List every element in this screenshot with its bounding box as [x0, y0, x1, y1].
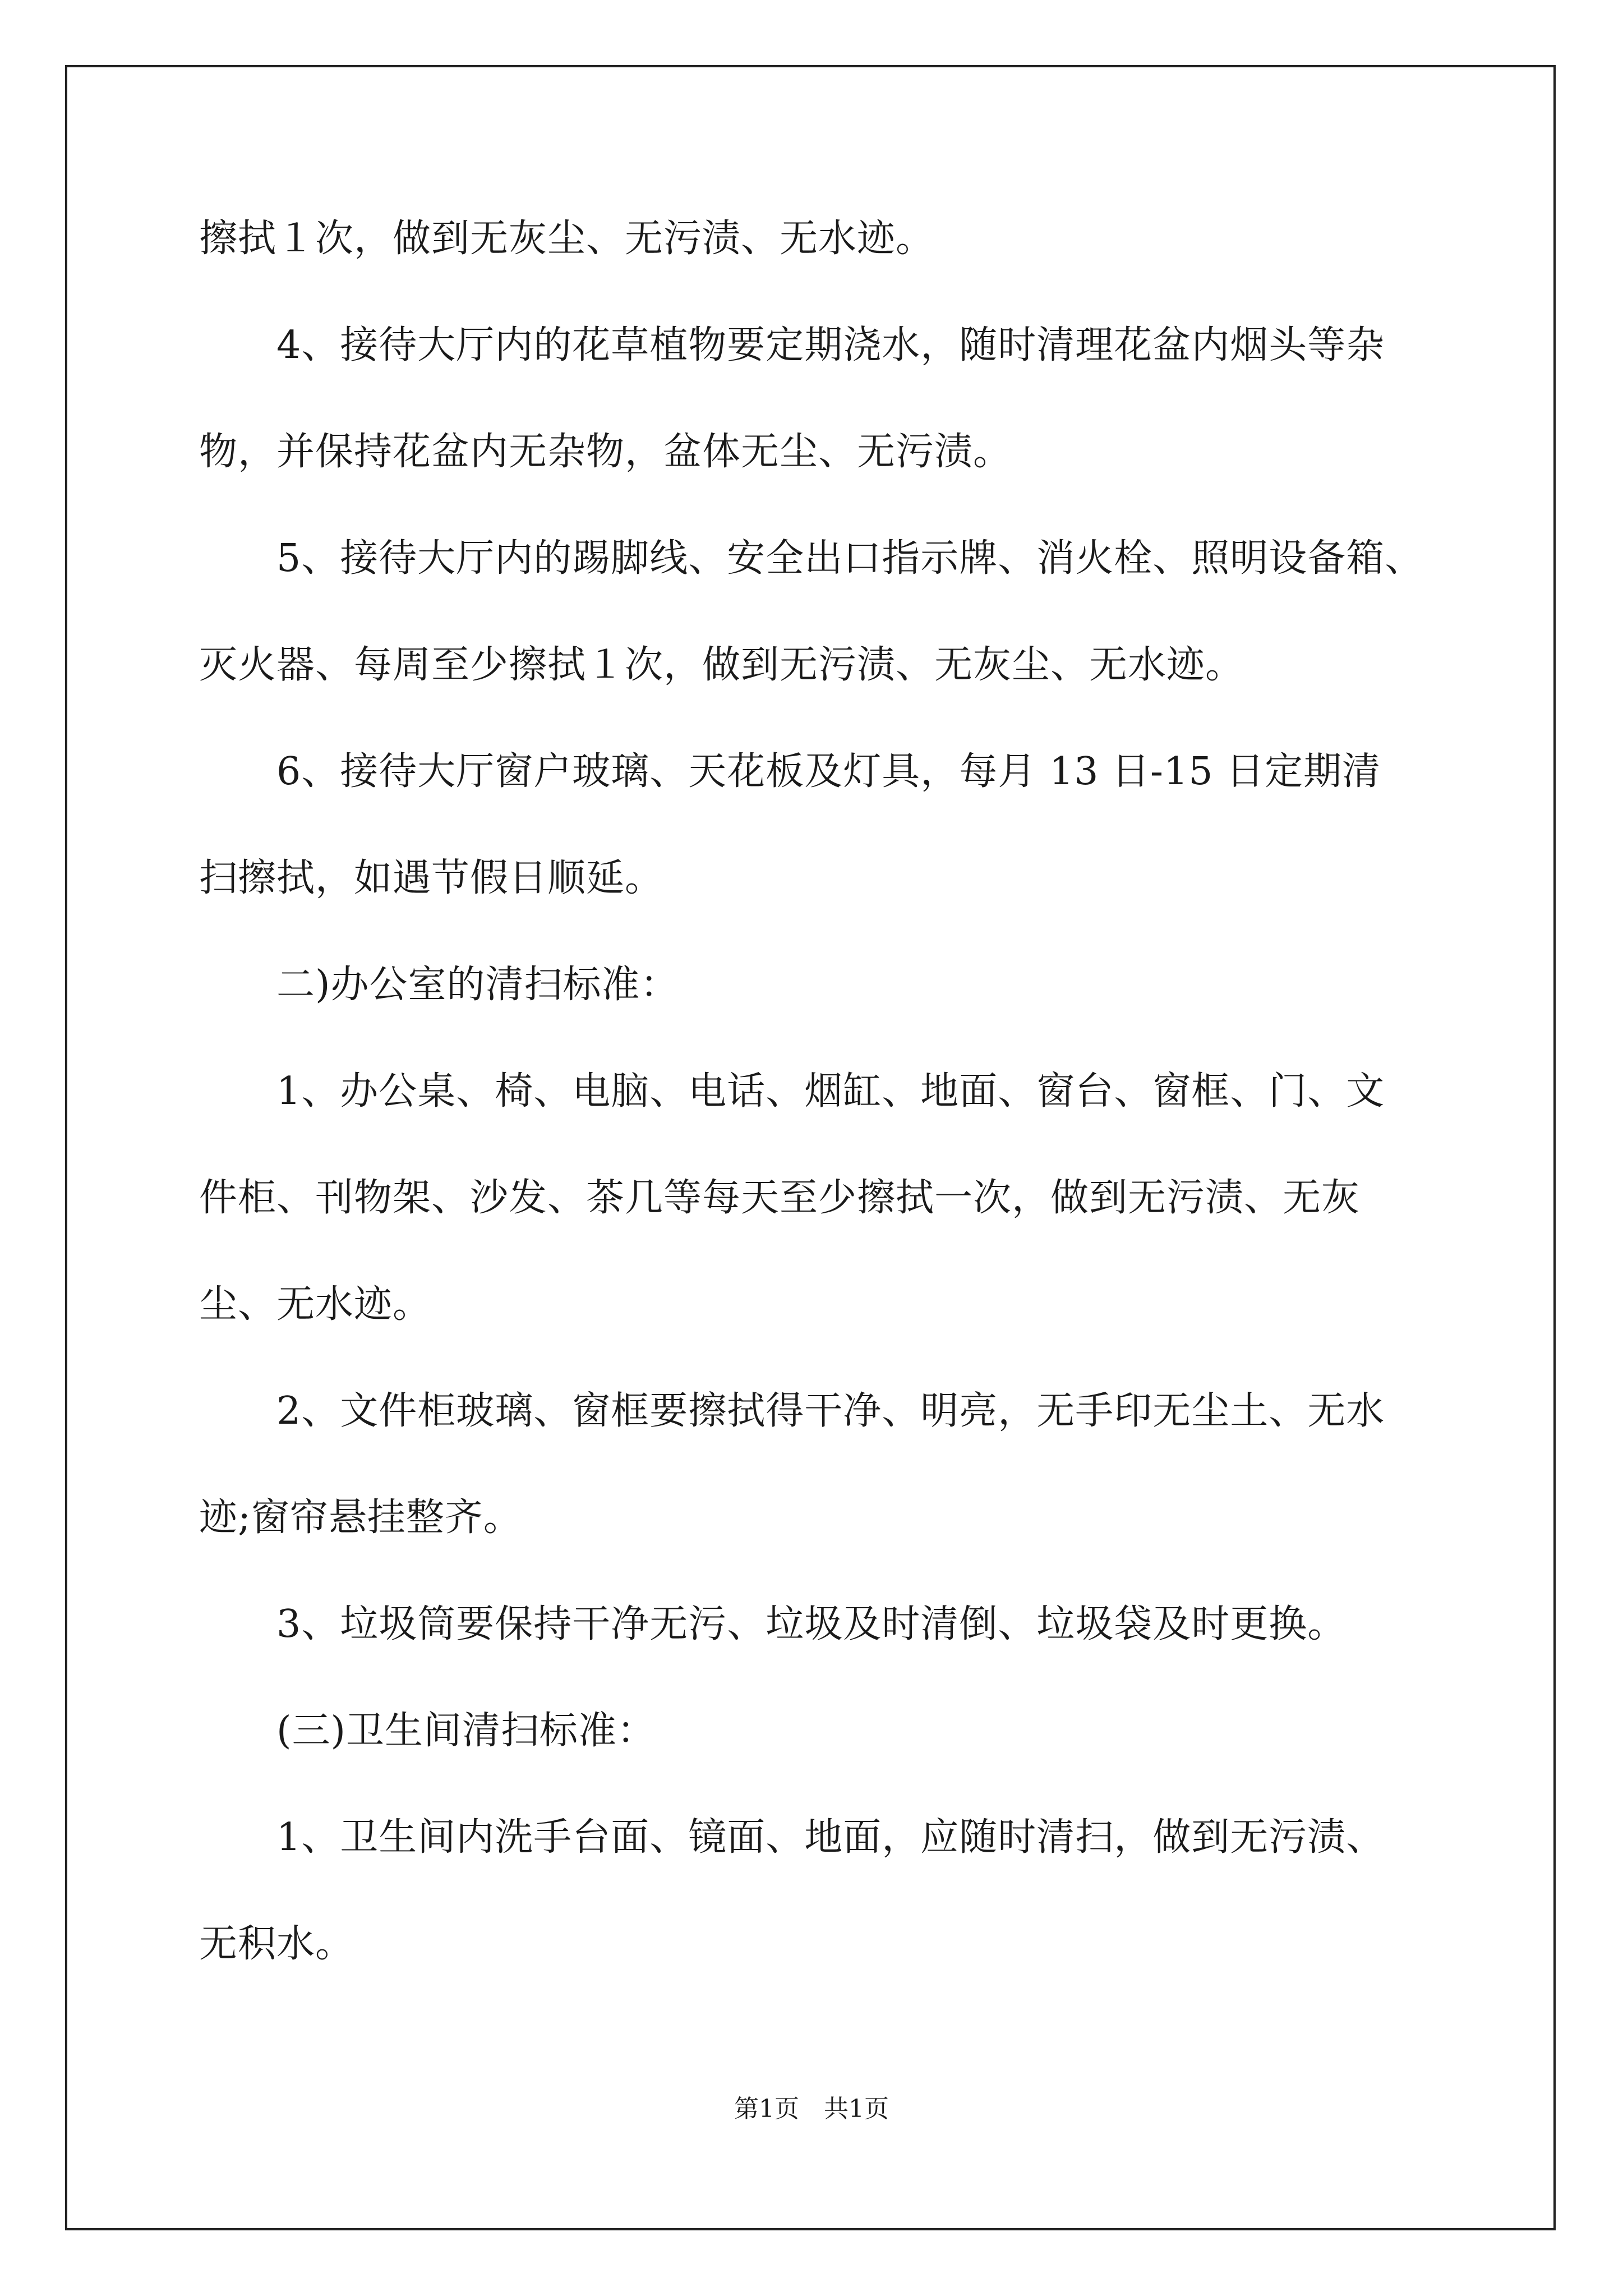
text-line-10: 件柜、刊物架、沙发、茶几等每天至少擦拭一次，做到无污渍、无灰 [199, 1176, 1361, 1220]
text-line-14: 3、垃圾筒要保持干净无污、垃圾及时清倒、垃圾袋及时更换。 [199, 1602, 1347, 1646]
text-line-15: (三)卫生间清扫标准： [199, 1709, 656, 1753]
page-border [65, 65, 1556, 2230]
text-line-9: 1、办公桌、椅、电脑、电话、烟缸、地面、窗台、窗框、门、文 [199, 1069, 1385, 1114]
page-footer: 第1页 共1页 [734, 2095, 889, 2123]
text-line-11: 尘、无水迹。 [199, 1282, 432, 1327]
text-line-8: 二)办公室的清扫标准： [199, 963, 679, 1007]
text-line-1: 擦拭１次，做到无灰尘、无污渍、无水迹。 [199, 217, 935, 261]
text-line-12: 2、文件柜玻璃、窗框要擦拭得干净、明亮，无手印无尘土、无水 [199, 1389, 1385, 1433]
text-line-2: 4、接待大厅内的花草植物要定期浇水，随时清理花盆内烟头等杂 [199, 323, 1385, 367]
text-line-13: 迹;窗帘悬挂整齐。 [199, 1496, 522, 1540]
text-line-16: 1、卫生间内洗手台面、镜面、地面，应随时清扫，做到无污渍、 [199, 1815, 1385, 1860]
text-line-17: 无积水。 [199, 1922, 354, 1966]
text-line-4: 5、接待大厅内的踢脚线、安全出口指示牌、消火栓、照明设备箱、 [199, 536, 1424, 581]
text-line-7: 扫擦拭，如遇节假日顺延。 [199, 856, 664, 900]
text-line-5: 灭火器、每周至少擦拭１次，做到无污渍、无灰尘、无水迹。 [199, 643, 1244, 687]
text-line-3: 物，并保持花盆内无杂物，盆体无尘、无污渍。 [199, 430, 1012, 474]
text-line-6: 6、接待大厅窗户玻璃、天花板及灯具，每月 13 日-15 日定期清 [199, 749, 1381, 794]
